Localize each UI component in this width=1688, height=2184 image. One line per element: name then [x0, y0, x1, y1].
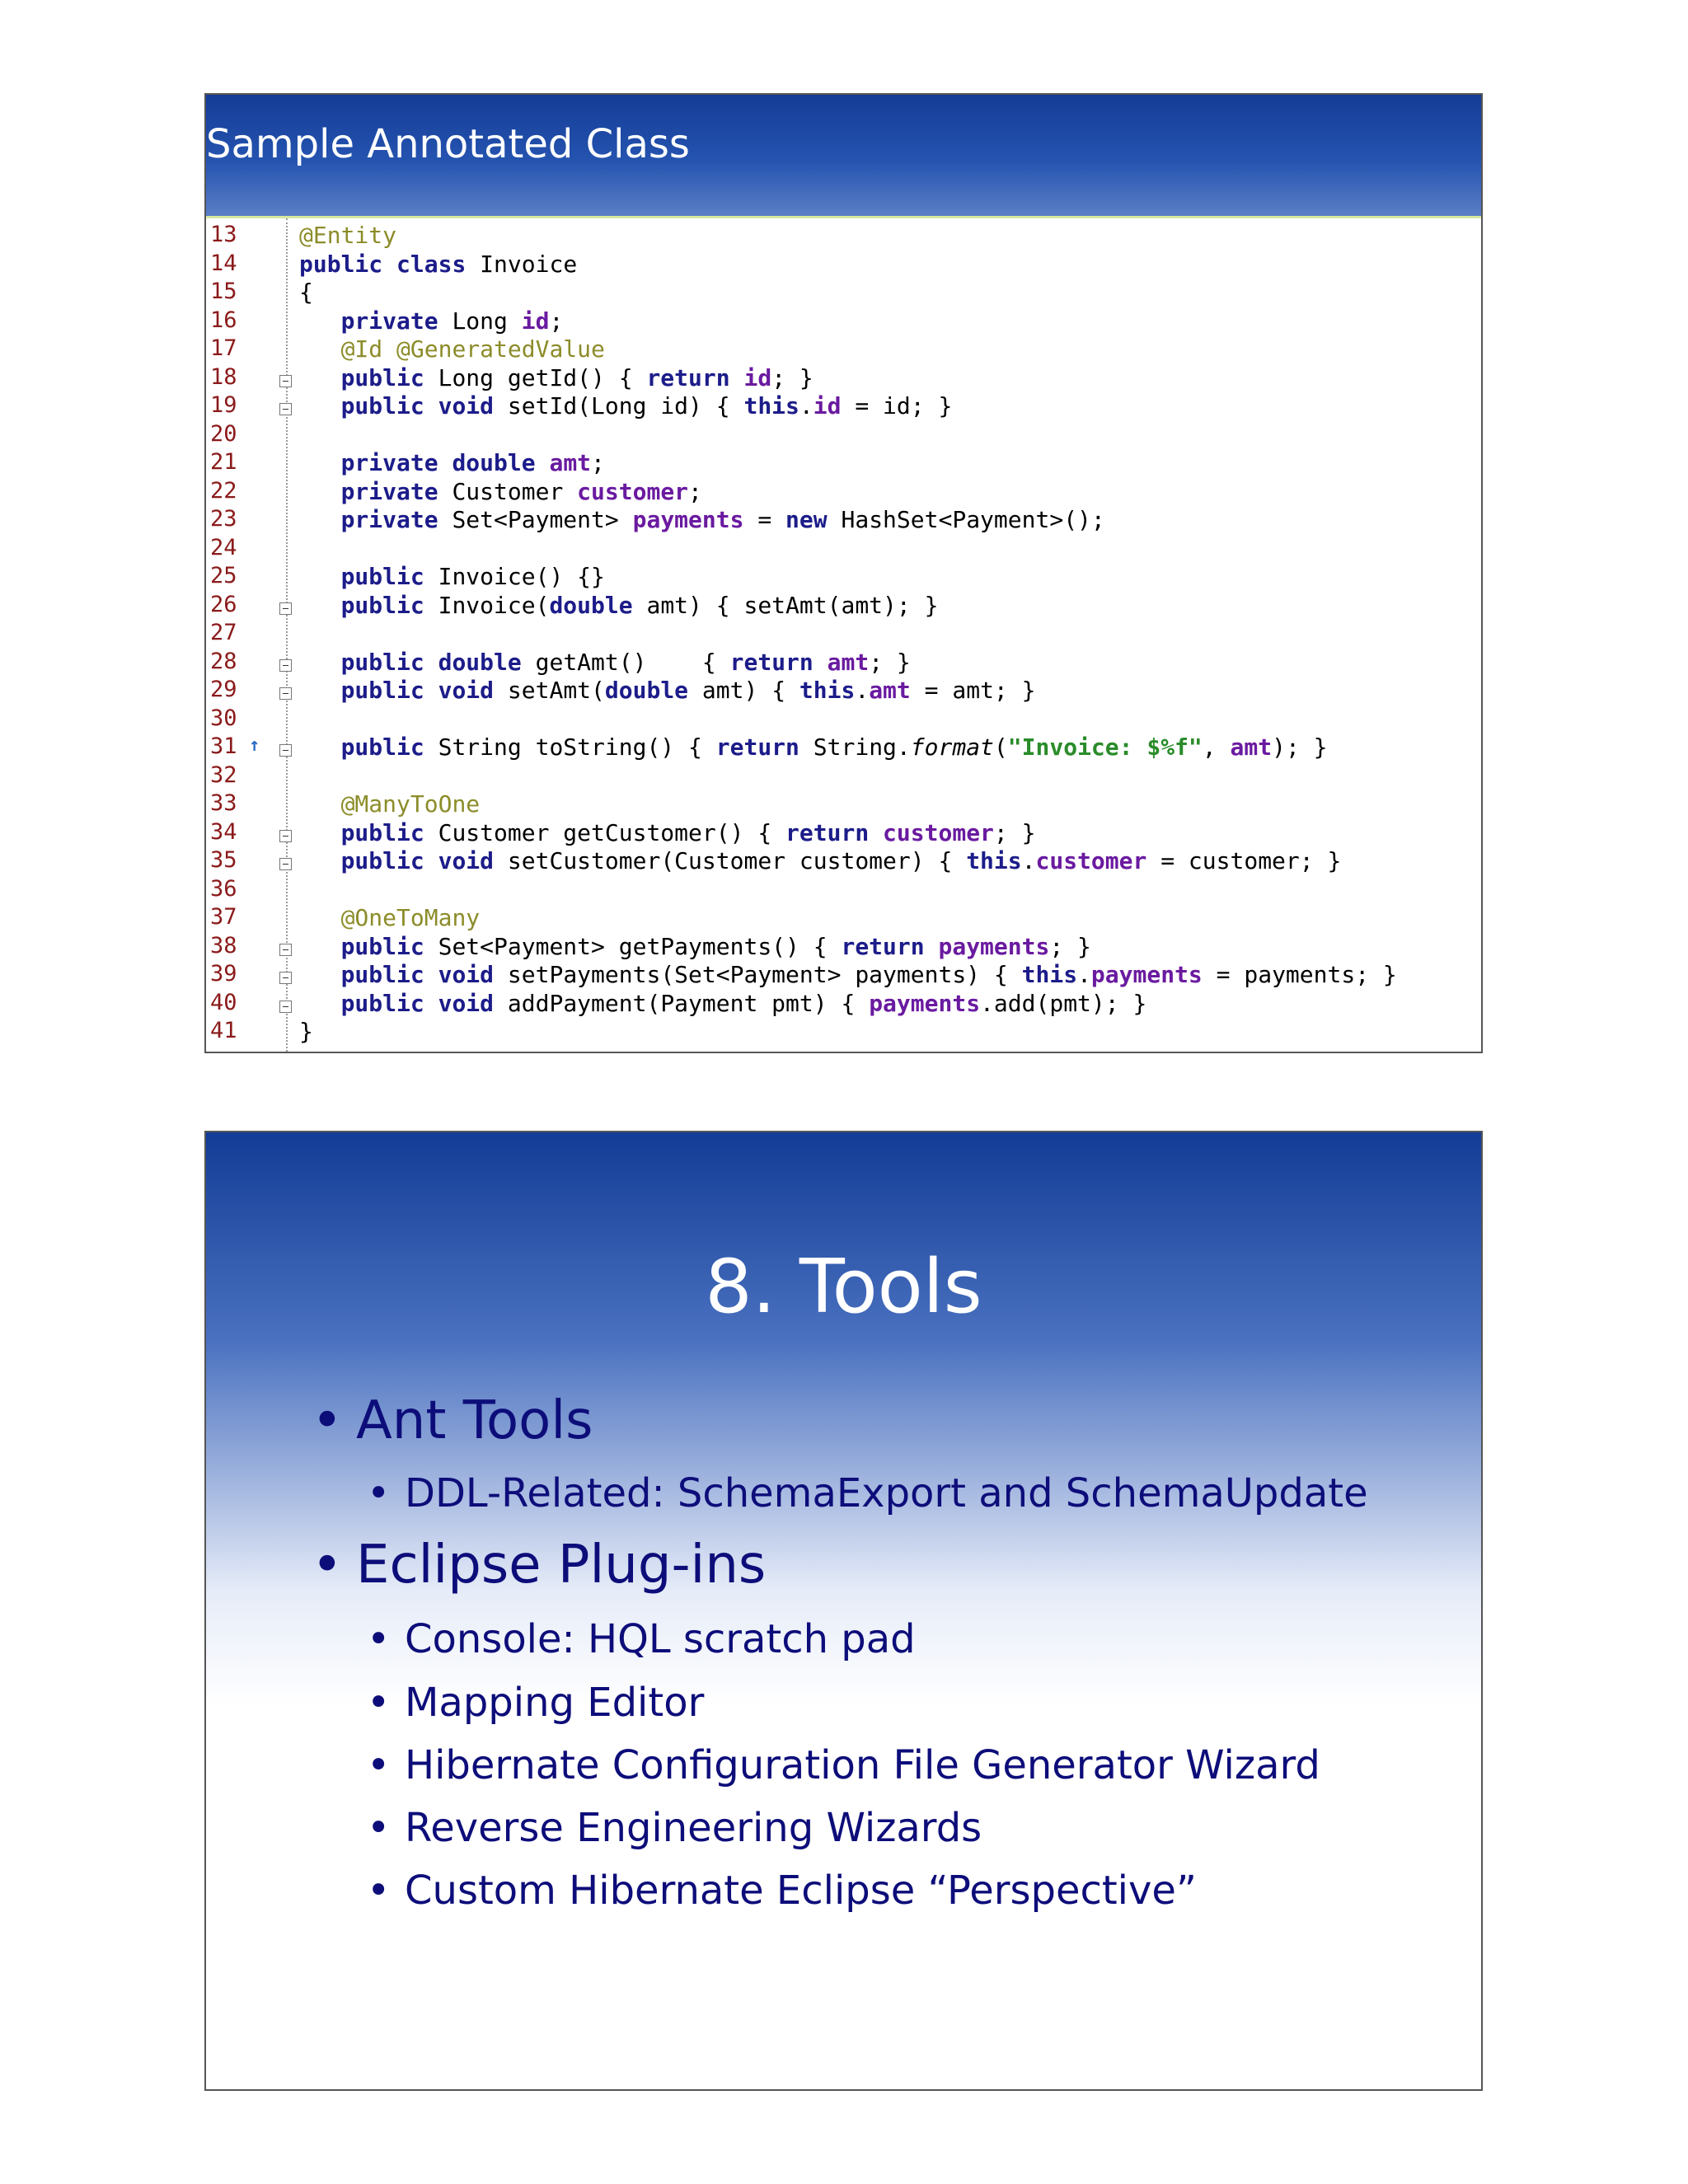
- code-text: public void setPayments(Set<Payment> payments) { this.payments = payments; }: [340, 961, 1397, 988]
- code-line: [206, 335, 1481, 364]
- code-line: [206, 847, 1481, 876]
- bullet-dot-icon: •: [367, 1742, 391, 1788]
- code-line: [206, 364, 1481, 393]
- code-text: public void setAmt(double amt) { this.amt = amt; }: [340, 677, 1036, 704]
- line-number: 20: [210, 420, 237, 447]
- slide-title: 8. Tools: [705, 1244, 982, 1330]
- code-line: [206, 563, 1481, 592]
- code-editor: [206, 218, 1481, 1052]
- fold-toggle-icon[interactable]: [279, 1001, 292, 1013]
- sub-bullet-item: [367, 1470, 1368, 1516]
- line-number: 29: [210, 677, 237, 702]
- code-line: [206, 620, 1481, 649]
- fold-toggle-icon[interactable]: [279, 744, 292, 757]
- code-line: [206, 733, 1481, 762]
- code-text: {: [299, 279, 313, 306]
- fold-toggle-icon[interactable]: [279, 944, 292, 956]
- code-text: private Set<Payment> payments = new HashSet<Payment>();: [340, 506, 1105, 533]
- line-number: 27: [210, 620, 237, 645]
- line-number: 35: [210, 847, 237, 873]
- line-number: 41: [210, 1018, 237, 1043]
- sub-bullet-item: [367, 1680, 704, 1726]
- code-text: public Invoice() {}: [340, 563, 605, 590]
- code-text: private Customer customer;: [340, 477, 702, 505]
- line-number: 28: [210, 648, 237, 674]
- bullet-text: DDL-Related: SchemaExport and SchemaUpdate: [405, 1470, 1368, 1516]
- line-number: 40: [210, 989, 237, 1015]
- line-number: 23: [210, 506, 237, 532]
- code-line: [206, 279, 1481, 307]
- code-text: @Id @GeneratedValue: [340, 335, 605, 363]
- bullet-dot-icon: •: [367, 1868, 391, 1914]
- line-number: 24: [210, 534, 237, 560]
- code-line: [206, 876, 1481, 905]
- code-line: [206, 677, 1481, 705]
- bullet-dot-icon: •: [312, 1390, 343, 1451]
- code-text: @OneToMany: [340, 904, 481, 931]
- sub-bullet-item: [367, 1616, 916, 1662]
- code-text: @ManyToOne: [340, 790, 481, 818]
- bullet-dot-icon: •: [367, 1470, 391, 1516]
- code-text: public Invoice(double amt) { setAmt(amt); }: [340, 591, 939, 619]
- bullet-item: [312, 1535, 766, 1596]
- line-number: 31: [210, 733, 237, 759]
- code-line: [206, 421, 1481, 450]
- fold-toggle-icon[interactable]: [279, 659, 292, 672]
- line-number: 36: [210, 875, 237, 902]
- bullet-dot-icon: •: [367, 1680, 391, 1726]
- line-number: 18: [210, 363, 237, 390]
- bullet-text: Eclipse Plug-ins: [356, 1535, 767, 1596]
- code-line: [206, 990, 1481, 1019]
- fold-toggle-icon[interactable]: [279, 830, 292, 842]
- code-line: [206, 222, 1481, 251]
- bullet-text: Ant Tools: [356, 1390, 593, 1451]
- line-number: 21: [210, 449, 237, 475]
- code-text: public class Invoice: [299, 250, 578, 278]
- line-number: 32: [210, 762, 237, 788]
- slide-tools: [204, 1131, 1483, 2091]
- bullet-text: Mapping Editor: [405, 1680, 705, 1726]
- code-line: [206, 251, 1481, 279]
- line-number: 17: [210, 335, 237, 361]
- line-number: 16: [210, 307, 237, 333]
- code-line: [206, 592, 1481, 621]
- sub-bullet-item: [367, 1742, 1320, 1788]
- code-text: public Customer getCustomer() { return customer; }: [340, 818, 1036, 846]
- line-number: 13: [210, 222, 237, 247]
- code-text: public double getAmt() { return amt; }: [340, 648, 911, 676]
- slide-sample-annotated-class: [204, 93, 1483, 1053]
- code-line: [206, 1018, 1481, 1047]
- code-line: [206, 933, 1481, 962]
- code-line: [206, 392, 1481, 421]
- code-line: [206, 904, 1481, 933]
- bullet-item: [312, 1390, 593, 1451]
- fold-toggle-icon[interactable]: [279, 403, 292, 415]
- line-number: 14: [210, 250, 237, 276]
- line-number: 19: [210, 392, 237, 418]
- line-number: 25: [210, 563, 237, 588]
- line-number: 34: [210, 818, 237, 845]
- line-number: 26: [210, 591, 237, 617]
- fold-toggle-icon[interactable]: [279, 375, 292, 387]
- code-line: [206, 535, 1481, 564]
- code-line: [206, 961, 1481, 990]
- slide-title: Sample Annotated Class: [206, 121, 690, 167]
- line-number: 33: [210, 790, 237, 816]
- line-number: 39: [210, 961, 237, 987]
- sub-bullet-item: [367, 1868, 1197, 1914]
- bullet-text: Reverse Engineering Wizards: [405, 1805, 982, 1851]
- line-number: 30: [210, 705, 237, 731]
- code-text: private Long id;: [340, 307, 564, 335]
- bullet-text: Console: HQL scratch pad: [405, 1616, 916, 1662]
- fold-toggle-icon[interactable]: [279, 858, 292, 870]
- slide-title-bar: [206, 95, 1481, 218]
- bullet-dot-icon: •: [367, 1805, 391, 1851]
- code-line: [206, 790, 1481, 819]
- bullet-dot-icon: •: [367, 1616, 391, 1662]
- code-line: [206, 762, 1481, 791]
- line-number: 15: [210, 279, 237, 304]
- code-text: public Long getId() { return id; }: [340, 363, 814, 391]
- bullet-dot-icon: •: [312, 1535, 343, 1596]
- bullet-text: Custom Hibernate Eclipse “Perspective”: [405, 1868, 1197, 1914]
- code-text: public void setId(Long id) { this.id = id; }: [340, 392, 953, 419]
- code-text: @Entity: [299, 222, 397, 249]
- code-text: }: [299, 1018, 313, 1045]
- line-number: 22: [210, 477, 237, 504]
- code-line: [206, 649, 1481, 677]
- fold-toggle-icon[interactable]: [279, 602, 292, 615]
- code-line: [206, 449, 1481, 478]
- code-text: private double amt;: [340, 449, 605, 476]
- code-text: public String toString() { return String.format("Invoice: $%f", amt); }: [340, 733, 1328, 761]
- sub-bullet-item: [367, 1805, 982, 1851]
- fold-toggle-icon[interactable]: [279, 972, 292, 984]
- code-line: [206, 705, 1481, 734]
- code-line: [206, 506, 1481, 535]
- code-text: public void addPayment(Payment pmt) { payments.add(pmt); }: [340, 989, 1147, 1017]
- fold-toggle-icon[interactable]: [279, 687, 292, 700]
- code-line: [206, 478, 1481, 507]
- code-text: public Set<Payment> getPayments() { return payments; }: [340, 932, 1091, 960]
- code-line: [206, 307, 1481, 336]
- bullet-text: Hibernate Configuration File Generator Wizard: [405, 1742, 1320, 1788]
- line-number: 38: [210, 932, 237, 958]
- code-text: public void setCustomer(Customer customer) { this.customer = customer; }: [340, 847, 1342, 874]
- override-marker-icon: ↑: [249, 735, 260, 756]
- code-line: [206, 819, 1481, 848]
- line-number: 37: [210, 904, 237, 930]
